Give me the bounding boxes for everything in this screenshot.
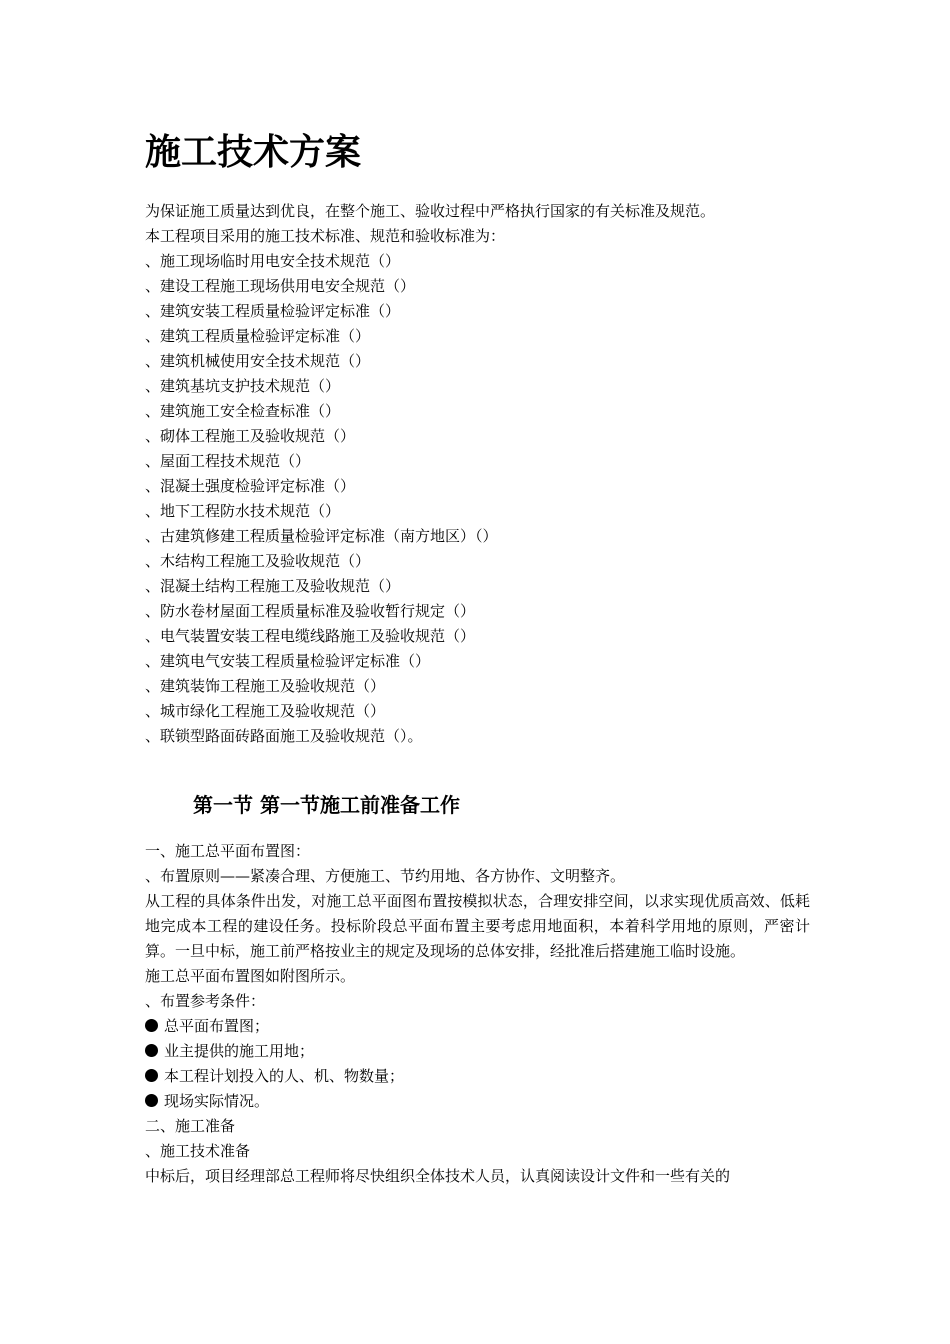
bullet-icon	[145, 1069, 158, 1082]
standard-item: 、屋面工程技术规范（）	[145, 452, 311, 470]
paragraph: 施工总平面布置图如附图所示。	[145, 967, 356, 985]
paragraph: 中标后，项目经理部总工程师将尽快组织全体技术人员，认真阅读设计文件和一些有关的	[145, 1167, 731, 1185]
paragraph: 、施工技术准备	[145, 1142, 251, 1160]
paragraph: 从工程的具体条件出发，对施工总平面图布置按模拟状态，合理安排空间，以求实现优质高效、低耗地完成本工程的建设任务。投标阶段总平面布置主要考虑用地面积，本着科学用地的原则，严密计算。一旦中标，施工前严格按业主的规定及现场的总体安排，经批准后搭建施工临时设施。	[145, 892, 810, 960]
bullet-item	[145, 1014, 810, 1039]
standard-item: 、砌体工程施工及验收规范（）	[145, 427, 356, 445]
document-title: 施工技术方案	[145, 131, 362, 173]
standard-item: 、混凝土结构工程施工及验收规范（）	[145, 577, 401, 595]
standard-item: 、建筑机械使用安全技术规范（）	[145, 352, 371, 370]
standard-item: 、木结构工程施工及验收规范（）	[145, 552, 371, 570]
intro-block	[145, 199, 715, 749]
bullet-text: 现场实际情况。	[164, 1092, 270, 1110]
standard-item: 、古建筑修建工程质量检验评定标准（南方地区）（）	[145, 527, 498, 545]
intro-line: 本工程项目采用的施工技术标准、规范和验收标准为：	[145, 227, 506, 245]
paragraph: 、布置参考条件：	[145, 992, 266, 1010]
section-body	[145, 839, 810, 1189]
subheading: 二、施工准备	[145, 1117, 236, 1135]
bullet-text: 业主提供的施工用地；	[164, 1042, 315, 1060]
bullet-item	[145, 1089, 810, 1114]
standard-item: 、建筑电气安装工程质量检验评定标准（）	[145, 652, 431, 670]
section-heading: 第一节 第一节施工前准备工作	[193, 793, 460, 817]
standard-item: 、电气装置安装工程电缆线路施工及验收规范（）	[145, 627, 476, 645]
standard-item: 、建筑装饰工程施工及验收规范（）	[145, 677, 386, 695]
standard-item: 、联锁型路面砖路面施工及验收规范（）。	[145, 727, 423, 745]
standard-item: 、建筑施工安全检查标准（）	[145, 402, 341, 420]
bullet-icon	[145, 1044, 158, 1057]
standard-item: 、混凝土强度检验评定标准（）	[145, 477, 356, 495]
standard-item: 、地下工程防水技术规范（）	[145, 502, 341, 520]
standard-item: 、防水卷材屋面工程质量标准及验收暂行规定（）	[145, 602, 476, 620]
standard-item: 、城市绿化工程施工及验收规范（）	[145, 702, 386, 720]
bullet-text: 总平面布置图；	[164, 1017, 270, 1035]
bullet-item	[145, 1064, 810, 1089]
bullet-text: 本工程计划投入的人、机、物数量；	[164, 1067, 405, 1085]
paragraph: 、布置原则——紧凑合理、方便施工、节约用地、各方协作、文明整齐。	[145, 867, 626, 885]
standard-item: 、建筑安装工程质量检验评定标准（）	[145, 302, 401, 320]
subheading: 一、施工总平面布置图：	[145, 842, 311, 860]
bullet-icon	[145, 1019, 158, 1032]
intro-line: 为保证施工质量达到优良，在整个施工、验收过程中严格执行国家的有关标准及规范。	[145, 202, 716, 220]
standard-item: 、建筑基坑支护技术规范（）	[145, 377, 341, 395]
standard-item: 、施工现场临时用电安全技术规范（）	[145, 252, 401, 270]
standard-item: 、建设工程施工现场供用电安全规范（）	[145, 277, 416, 295]
bullet-item	[145, 1039, 810, 1064]
standard-item: 、建筑工程质量检验评定标准（）	[145, 327, 371, 345]
bullet-icon	[145, 1094, 158, 1107]
